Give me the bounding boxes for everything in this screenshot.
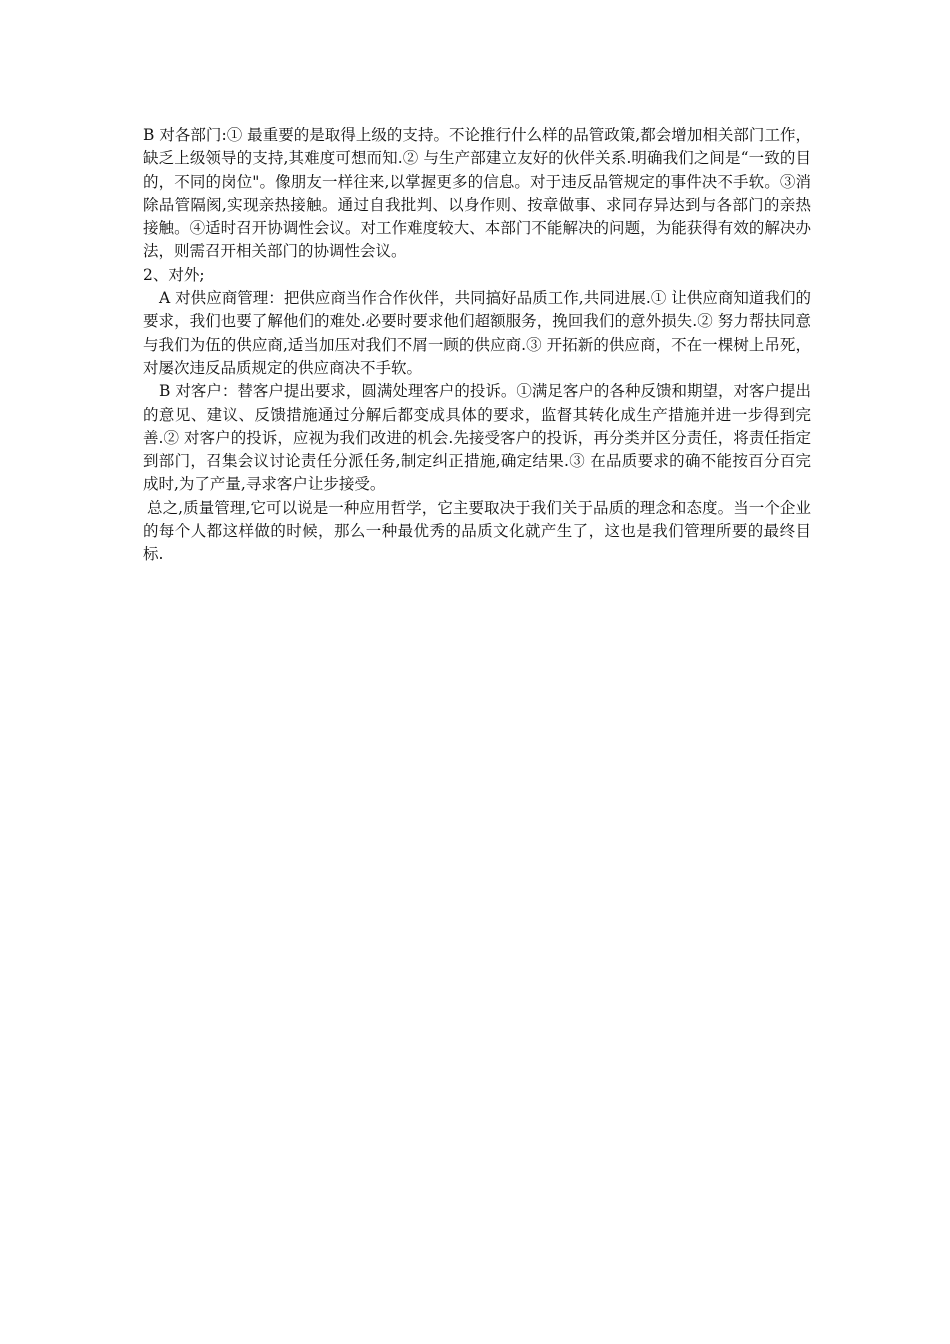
- paragraph-conclusion: 总之,质量管理,它可以说是一种应用哲学，它主要取决于我们关于品质的理念和态度。当一个企业的每个人都这样做的时候，那么一种最优秀的品质文化就产生了，这也是我们管理所要的最终目标.: [143, 498, 811, 564]
- document-body: [143, 124, 811, 567]
- paragraph-supplier-management: A 对供应商管理：把供应商当作合作伙伴，共同搞好品质工作,共同进展.① 让供应商知道我们的要求，我们也要了解他们的难处.必要时要求他们超额服务，挽回我们的意外损失.② 努力帮扶同意与我们为伍的供应商,适当加压对我们不屑一顾的供应商.③ 开拓新的供应商，不在一棵树上吊死，对屡次违反品质规定的供应商决不手软。: [143, 289, 811, 377]
- paragraph-internal-departments: B 对各部门:① 最重要的是取得上级的支持。不论推行什么样的品管政策,都会增加相关部门工作，缺乏上级领导的支持,其难度可想而知.② 与生产部建立友好的伙伴关系.明确我们之间是“一致的目的，不同的岗位"。像朋友一样往来,以掌握更多的信息。对于违反品管规定的事件决不手软。③消除品管隔阂,实现亲热接触。通过自我批判、以身作则、按章做事、求同存异达到与各部门的亲热接触。④适时召开协调性会议。对工作难度较大、本部门不能解决的问题，为能获得有效的解决办法，则需召开相关部门的协调性会议。: [143, 126, 811, 261]
- paragraph-customer-management: B 对客户：替客户提出要求，圆满处理客户的投诉。①满足客户的各种反馈和期望，对客户提出的意见、建议、反馈措施通过分解后都变成具体的要求，监督其转化成生产措施并进一步得到完善.② 对客户的投诉，应视为我们改进的机会.先接受客户的投诉，再分类并区分责任，将责任指定到部门，召集会议讨论责任分派任务,制定纠正措施,确定结果.③ 在品质要求的确不能按百分百完成时,为了产量,寻求客户让步接受。: [143, 382, 811, 494]
- section-heading-external: 2、对外;: [143, 265, 205, 284]
